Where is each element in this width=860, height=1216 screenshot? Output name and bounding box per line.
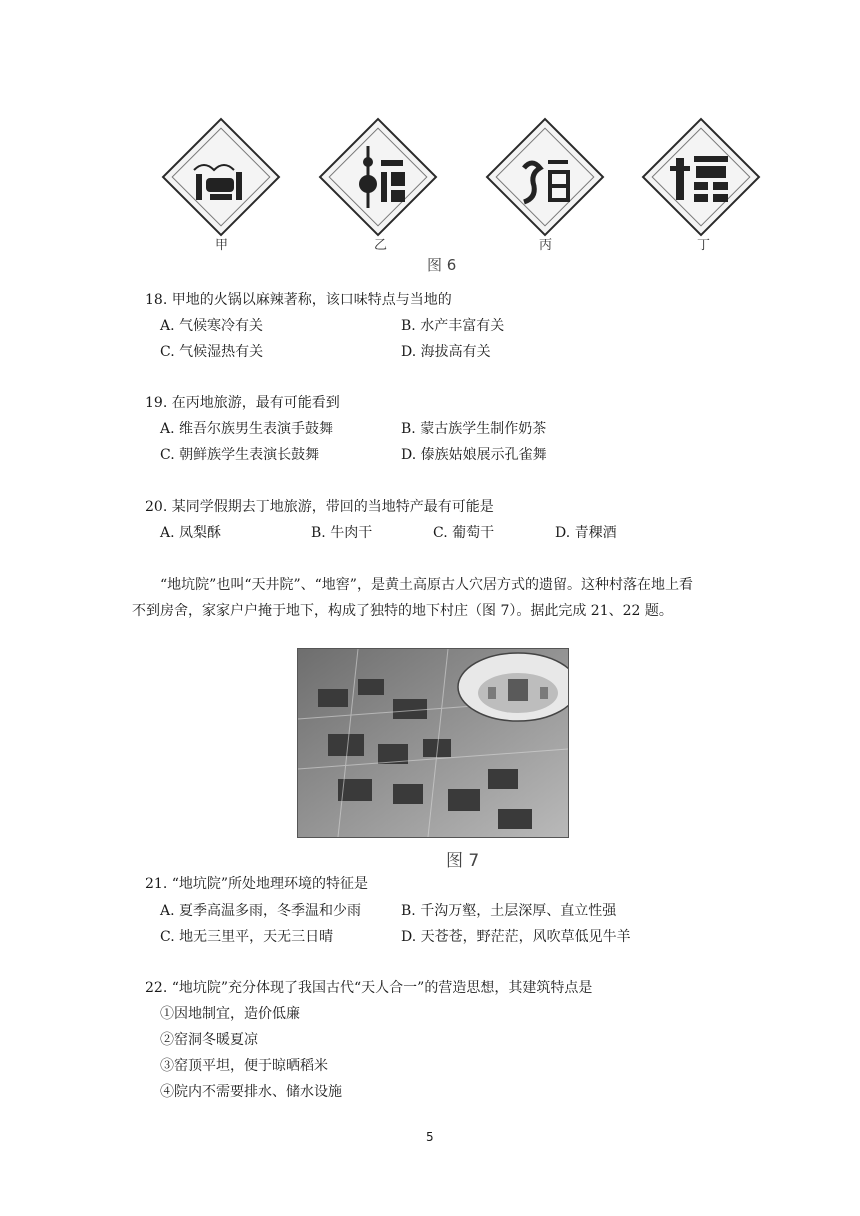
hotpot-seal-icon — [166, 122, 276, 232]
q22-item-4: ④院内不需要排水、储水设施 — [160, 1084, 342, 1100]
fu-character-seal-icon — [490, 122, 600, 232]
q19-option-d: D. 傣族姑娘展示孔雀舞 — [401, 447, 547, 463]
q22-item-1: ①因地制宜，造价低廉 — [160, 1006, 300, 1022]
figure-6-caption: 图 6 — [427, 256, 457, 274]
question-19-stem: 19. 在丙地旅游，最有可能看到 — [145, 395, 340, 411]
q21-option-a: A. 夏季高温多雨，冬季温和少雨 — [160, 903, 362, 919]
q20-option-b: B. 牛肉干 — [311, 525, 373, 541]
q18-option-c: C. 气候湿热有关 — [160, 344, 264, 360]
seal-label-bing: 丙 — [539, 238, 553, 253]
q20-option-d: D. 青稞酒 — [555, 525, 617, 541]
underground-village-image — [298, 649, 568, 837]
q20-option-a: A. 凤梨酥 — [160, 525, 222, 541]
q20-option-c: C. 葡萄干 — [433, 525, 495, 541]
q21-option-d: D. 天苍苍，野茫茫，风吹草低见牛羊 — [401, 929, 631, 945]
figure-7-caption: 图 7 — [446, 851, 480, 871]
question-22-stem: 22. “地坑院”充分体现了我国古代“天人合一”的营造思想，其建筑特点是 — [145, 980, 593, 996]
q18-option-b: B. 水产丰富有关 — [401, 318, 505, 334]
fu-block-seal-icon — [646, 122, 756, 232]
seal-label-yi: 乙 — [374, 238, 388, 253]
q21-option-c: C. 地无三里平，天无三日晴 — [160, 929, 334, 945]
underground-village-photo — [297, 648, 569, 838]
question-20-stem: 20. 某同学假期去丁地旅游，带回的当地特产最有可能是 — [145, 499, 494, 515]
q22-item-3: ③窑顶平坦，便于晾晒稻米 — [160, 1058, 328, 1074]
q18-option-d: D. 海拔高有关 — [401, 344, 491, 360]
passage-line-2: 不到房舍，家家户户掩于地下，构成了独特的地下村庄（图 7）。据此完成 21、22 题。 — [132, 603, 673, 619]
tower-seal-icon — [323, 122, 433, 232]
seal-bing — [490, 122, 600, 232]
seal-label-jia: 甲 — [215, 238, 229, 253]
q21-option-b: B. 千沟万壑，土层深厚、直立性强 — [401, 903, 617, 919]
q19-option-b: B. 蒙古族学生制作奶茶 — [401, 421, 547, 437]
q19-option-a: A. 维吾尔族男生表演手鼓舞 — [160, 421, 334, 437]
page-number: 5 — [426, 1130, 434, 1144]
q18-option-a: A. 气候寒冷有关 — [160, 318, 264, 334]
seal-yi — [323, 122, 433, 232]
passage-line-1: “地坑院”也叫“天井院”、“地窖”，是黄土高原古人穴居方式的遗留。这种村落在地上看 — [160, 577, 693, 593]
question-21-stem: 21. “地坑院”所处地理环境的特征是 — [145, 876, 369, 892]
q22-item-2: ②窑洞冬暖夏凉 — [160, 1032, 258, 1048]
seal-ding — [646, 122, 756, 232]
question-18-stem: 18. 甲地的火锅以麻辣著称，该口味特点与当地的 — [145, 292, 452, 308]
seal-label-ding: 丁 — [697, 238, 711, 253]
q19-option-c: C. 朝鲜族学生表演长鼓舞 — [160, 447, 320, 463]
seal-jia — [166, 122, 276, 232]
